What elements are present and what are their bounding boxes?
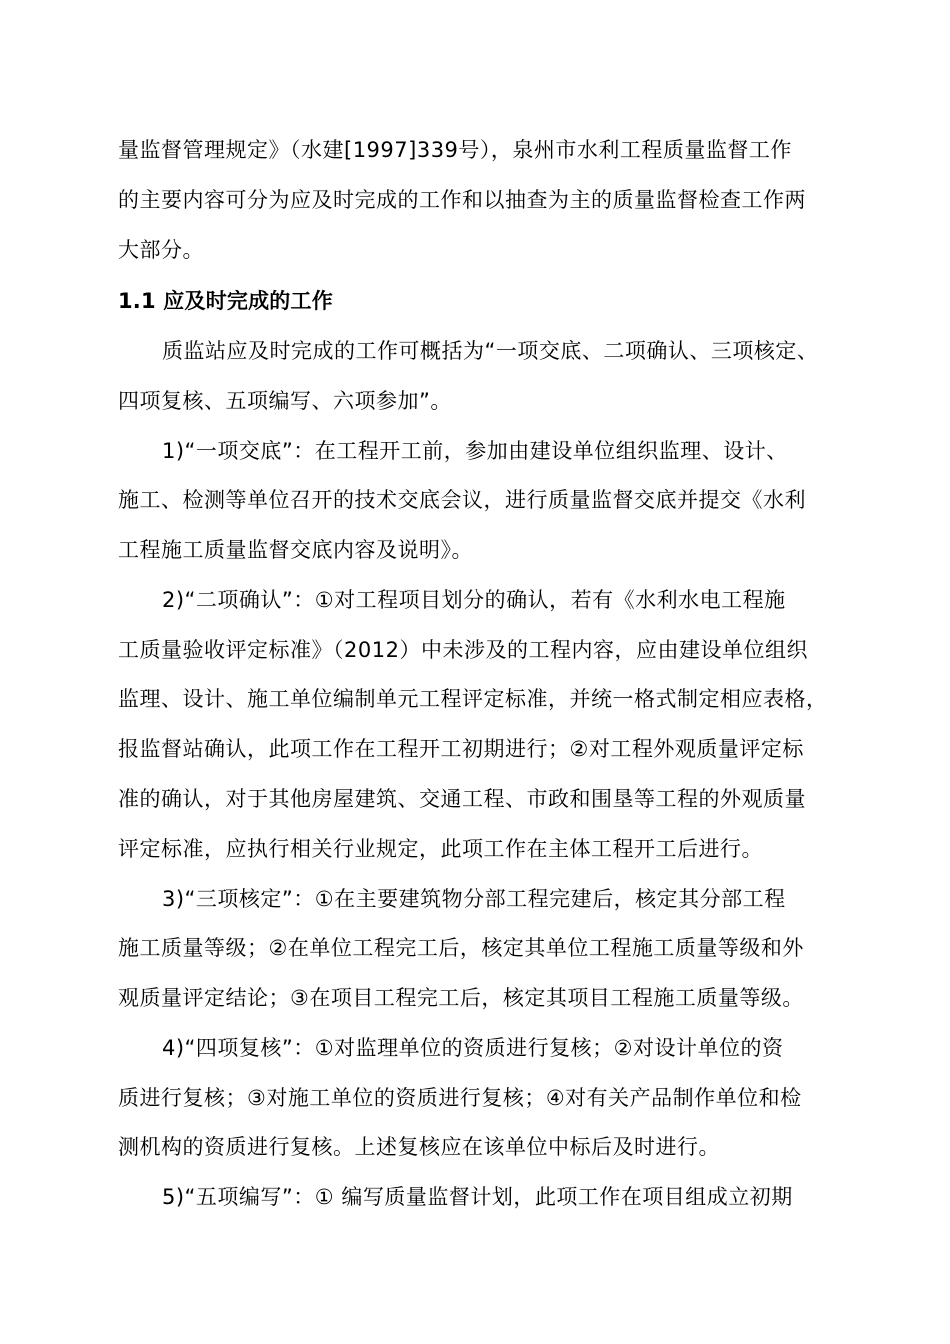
text-line: 的主要内容可分为应及时完成的工作和以抽查为主的质量监督检查工作两 bbox=[118, 188, 806, 212]
text-line: 工程施工质量监督交底内容及说明》。 bbox=[118, 538, 473, 562]
text-line: 报监督站确认，此项工作在工程开工初期进行；②对工程外观质量评定标 bbox=[118, 737, 804, 761]
text-line: 4)“四项复核”：①对监理单位的资质进行复核；②对设计单位的资 bbox=[162, 1036, 784, 1060]
text-line: 2)“二项确认”：①对工程项目划分的确认，若有《水利水电工程施 bbox=[162, 588, 786, 612]
text-line: 量监督管理规定》（水建[1997]339号），泉州市水利工程质量监督工作 bbox=[118, 138, 792, 162]
text-line: 评定标准，应执行相关行业规定，此项工作在主体工程开工后进行。 bbox=[118, 837, 763, 861]
text-line: 四项复核、五项编写、六项参加”。 bbox=[118, 389, 452, 413]
text-line: 5)“五项编写”：① 编写质量监督计划，此项工作在项目组成立初期 bbox=[162, 1185, 793, 1209]
text-line: 工质量验收评定标准》（2012）中未涉及的工程内容，应由建设单位组织 bbox=[118, 638, 808, 662]
text-line: 1)“一项交底”：在工程开工前，参加由建设单位组织监理、设计、 bbox=[162, 439, 788, 463]
text-line: 准的确认，对于其他房屋建筑、交通工程、市政和围垦等工程的外观质量 bbox=[118, 787, 806, 811]
section-heading: 1.1 应及时完成的工作 bbox=[118, 289, 333, 313]
text-line: 质进行复核；③对施工单位的资质进行复核；④对有关产品制作单位和检 bbox=[118, 1086, 802, 1110]
text-line: 质监站应及时完成的工作可概括为“一项交底、二项确认、三项核定、 bbox=[162, 339, 819, 363]
text-line: 大部分。 bbox=[118, 238, 204, 262]
text-line: 施工质量等级；②在单位工程完工后，核定其单位工程施工质量等级和外 bbox=[118, 936, 804, 960]
text-line: 观质量评定结论；③在项目工程完工后，核定其项目工程施工质量等级。 bbox=[118, 986, 804, 1010]
text-line: 监理、设计、施工单位编制单元工程评定标准，并统一格式制定相应表格， bbox=[118, 687, 828, 711]
text-line: 施工、检测等单位召开的技术交底会议，进行质量监督交底并提交《水利 bbox=[118, 488, 806, 512]
text-line: 测机构的资质进行复核。上述复核应在该单位中标后及时进行。 bbox=[118, 1135, 720, 1159]
text-line: 3)“三项核定”：①在主要建筑物分部工程完建后，核定其分部工程 bbox=[162, 887, 786, 911]
